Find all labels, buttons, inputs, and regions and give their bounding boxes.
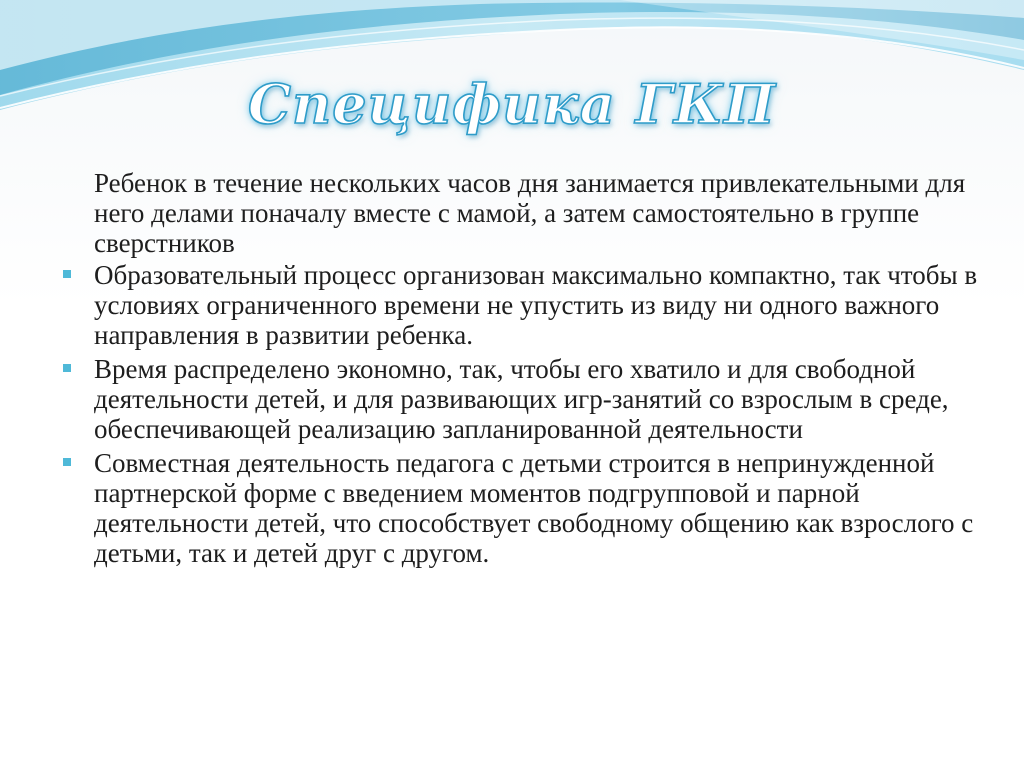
list-item [60,354,980,444]
bullet-icon [63,364,71,372]
list-item [60,260,980,350]
list-item-text: Образовательный процесс организован максимально компактно, так чтобы в условиях ограниченного времени не упустить из виду ни одного важного направления в развитии ребенка. [94,260,978,350]
list-item [60,448,980,568]
bullet-icon [63,270,71,278]
intro-paragraph: Ребенок в течение нескольких часов дня занимается привлекательными для него делами поначалу вместе с мамой, а затем самостоятельно в группе сверстников [94,168,966,258]
list-item-text: Время распределено экономно, так, чтобы его хватило и для свободной деятельности детей, и для развивающих игр-занятий со взрослым в среде, обеспечивающей реализацию запланированной деятельности [94,354,949,444]
slide-title: Специфика ГКП [248,72,776,136]
bullet-icon [63,458,71,466]
bullet-list [60,260,980,568]
list-item-text: Совместная деятельность педагога с детьми строится в непринужденной партнерской форме с введением моментов подгрупповой и парной деятельности детей, что способствует свободному общению как взрослого с детьми, так и детей друг с другом. [94,448,974,568]
slide-body [60,168,980,572]
